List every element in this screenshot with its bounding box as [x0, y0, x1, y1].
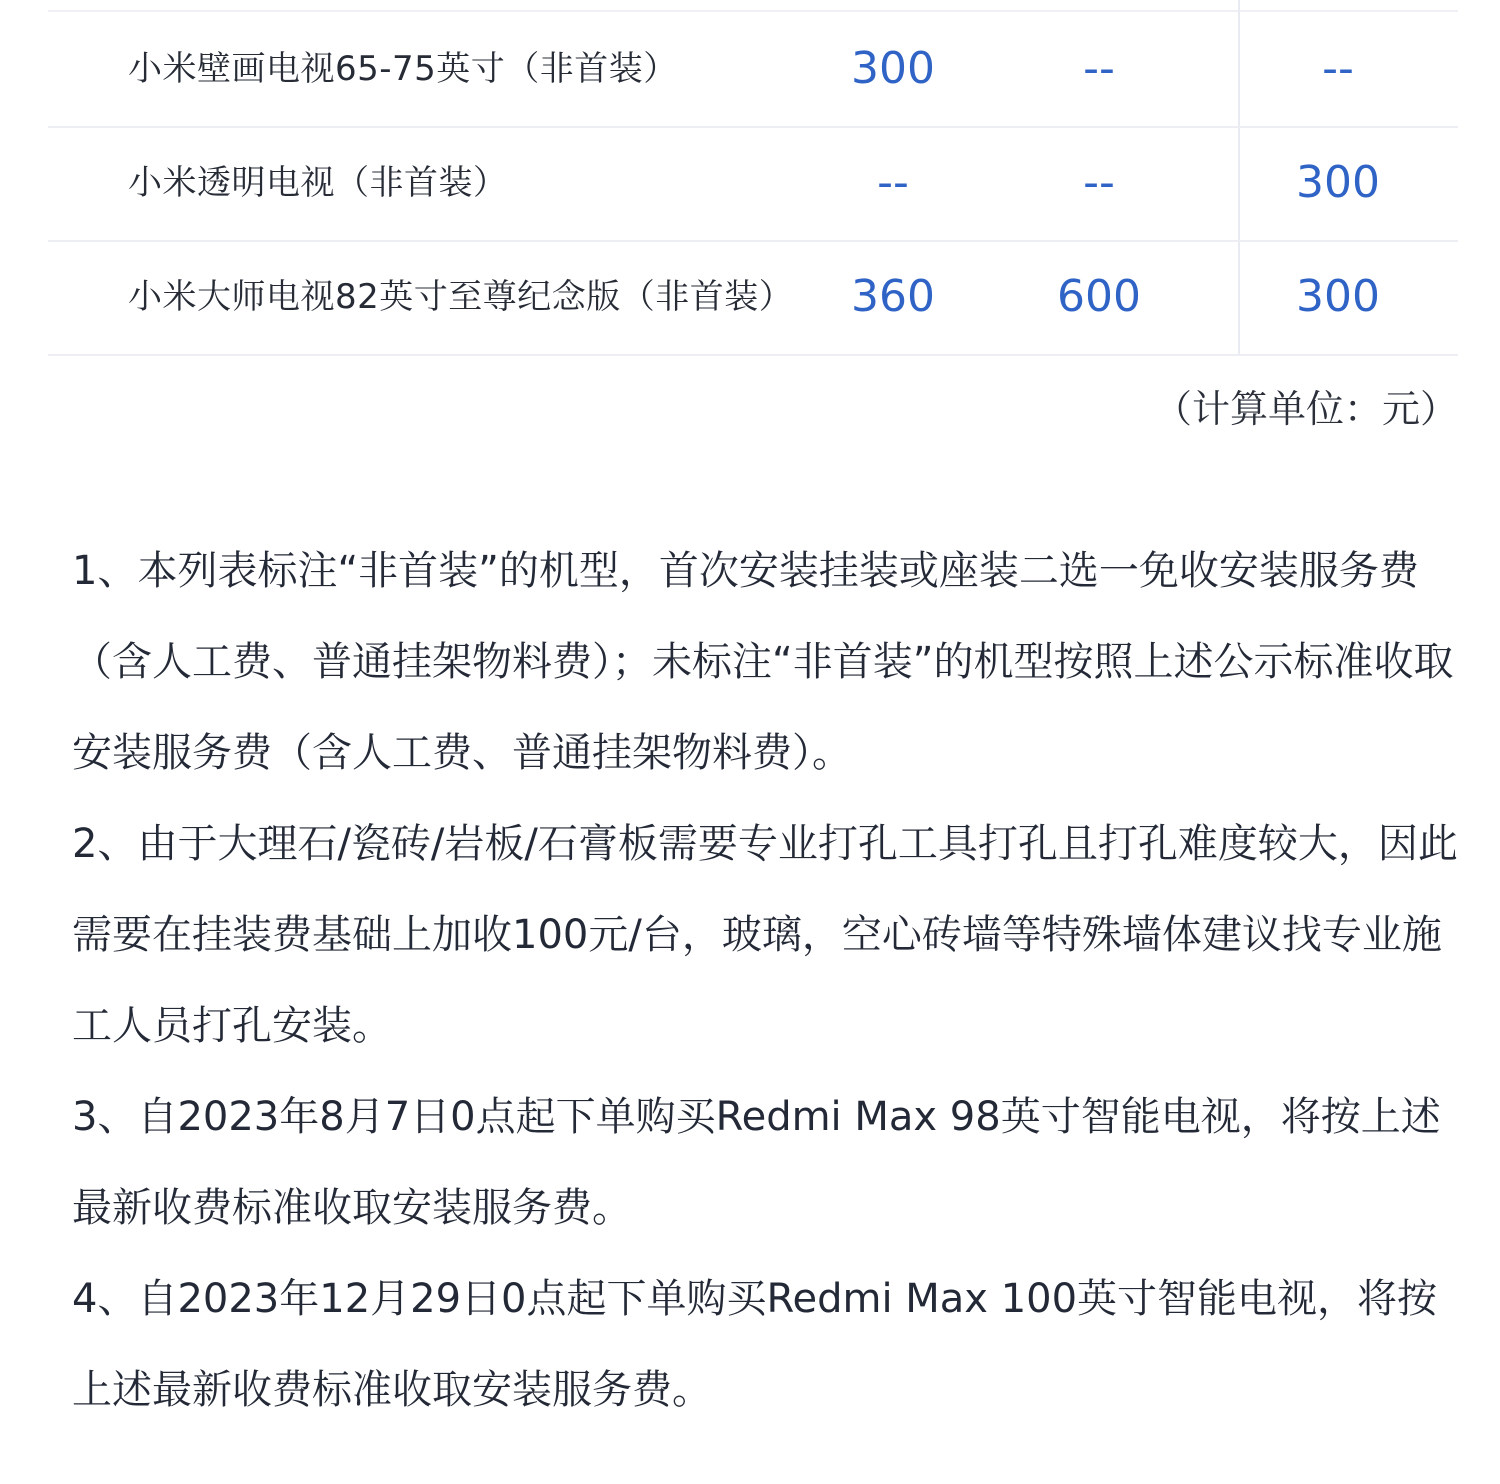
- unit-note: （计算单位：元）: [1153, 387, 1458, 431]
- note-item: 4、自2023年12月29日0点起下单购买Redmi Max 100英寸智能电视，将按上述最新收费标准收取安装服务费。: [72, 1276, 1438, 1413]
- note-item: 3、自2023年8月7日0点起下单购买Redmi Max 98英寸智能电视，将按上述最新收费标准收取安装服务费。: [72, 1094, 1441, 1231]
- fee-value: 360: [851, 271, 935, 322]
- table-row: [48, 12, 1458, 128]
- product-name: 小米大师电视82英寸至尊纪念版（非首装）: [128, 277, 794, 317]
- fee-value: --: [877, 157, 909, 208]
- product-name: 小米透明电视（非首装）: [128, 163, 508, 203]
- table-row: [48, 240, 1458, 356]
- note-item: 1、本列表标注“非首装”的机型，首次安装挂装或座装二选一免收安装服务费（含人工费、普通挂架物料费）；未标注“非首装”的机型按照上述公示标准收取安装服务费（含人工费、普通挂架物料费）。: [72, 548, 1454, 776]
- fee-value: --: [1083, 157, 1115, 208]
- notes-section: [72, 526, 1462, 1436]
- note-item: 2、由于大理石/瓷砖/岩板/石膏板需要专业打孔工具打孔且打孔难度较大，因此需要在挂装费基础上加收100元/台，玻璃，空心砖墙等特殊墙体建议找专业施工人员打孔安装。: [72, 821, 1458, 1049]
- fee-value: 300: [851, 43, 935, 94]
- fee-value: --: [1322, 43, 1354, 94]
- fee-value: 600: [1057, 271, 1141, 322]
- fee-value: 300: [1296, 271, 1380, 322]
- fee-value: 300: [1296, 157, 1380, 208]
- table-row: [48, 126, 1458, 242]
- installation-fee-table: [0, 0, 1500, 356]
- product-name: 小米壁画电视65-75英寸（非首装）: [128, 49, 678, 89]
- fee-value: --: [1083, 43, 1115, 94]
